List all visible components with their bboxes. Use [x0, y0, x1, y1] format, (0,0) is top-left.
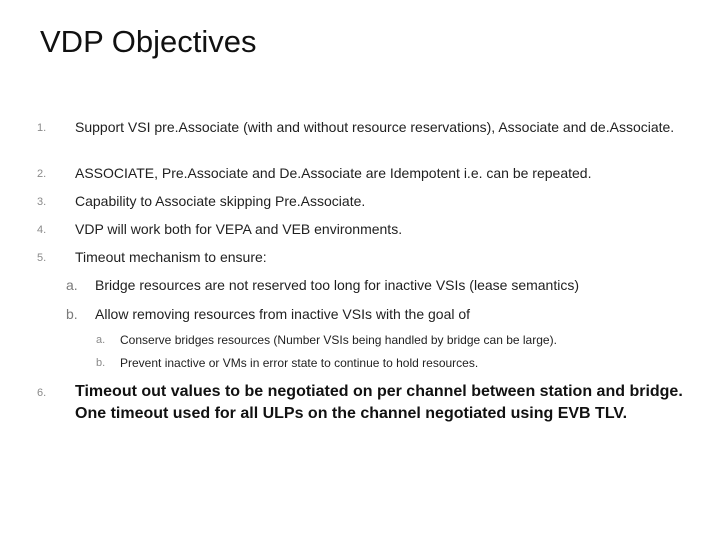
- list-item-text: Capability to Associate skipping Pre.Associate.: [75, 193, 366, 209]
- subsublist-item-text: Prevent inactive or VMs in error state to continue to hold resources.: [120, 356, 479, 370]
- list-number: 4.: [37, 224, 47, 236]
- list-number: 1.: [37, 122, 47, 134]
- list-number: 6.: [37, 387, 47, 399]
- sublist-letter: a.: [66, 277, 78, 293]
- list-number: 3.: [37, 196, 47, 208]
- list-item-text: VDP will work both for VEPA and VEB environments.: [75, 221, 403, 237]
- slide-title: VDP Objectives: [40, 24, 257, 59]
- subsublist-item-text: Conserve bridges resources (Number VSIs being handled by bridge can be large).: [120, 333, 557, 347]
- list-number: 5.: [37, 252, 47, 264]
- list-item-text: Timeout mechanism to ensure:: [75, 249, 267, 265]
- sublist-item-text: Allow removing resources from inactive VSIs with the goal of: [95, 306, 471, 322]
- sublist-item-text: Bridge resources are not reserved too long for inactive VSIs (lease semantics): [95, 277, 580, 293]
- subsublist-letter: b.: [96, 357, 106, 369]
- list-item-text-bold: Timeout out values to be negotiated on per channel between station and bridge. One timeout used for all ULPs on the channel negotiated using EVB TLV.: [75, 383, 683, 422]
- list-item-text: ASSOCIATE, Pre.Associate and De.Associate are Idempotent i.e. can be repeated.: [75, 165, 592, 181]
- list-number: 2.: [37, 168, 47, 180]
- subsublist-letter: a.: [96, 334, 106, 346]
- sublist-letter: b.: [66, 306, 78, 322]
- list-item-text: Support VSI pre.Associate (with and without resource reservations), Associate and de.Associate.: [75, 119, 675, 135]
